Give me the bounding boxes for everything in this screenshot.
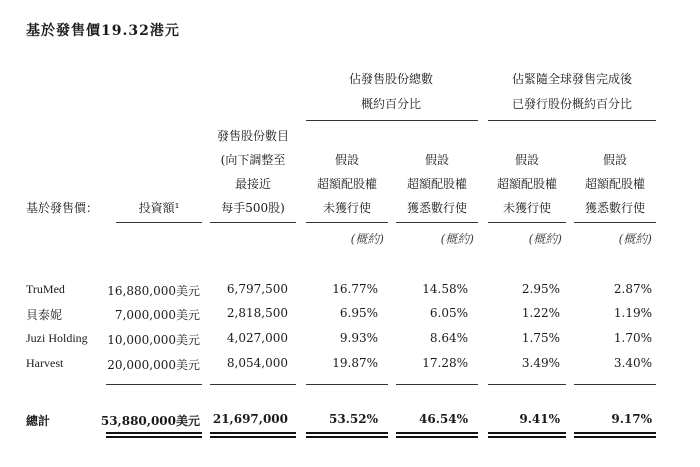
column-header-p4-line3: 獲悉數行使 <box>584 201 645 215</box>
total-row-name: 總計 <box>26 414 51 428</box>
column-header-underline <box>116 222 202 223</box>
double-underline <box>306 436 388 438</box>
column-header-underline <box>210 222 296 223</box>
group-header-issued-shares-line2: 已發行股份概約百分比 <box>511 97 632 111</box>
column-header-underline <box>488 222 566 223</box>
table-cell-p4: 1.70% <box>613 331 652 345</box>
total-rule <box>106 384 202 385</box>
table-cell-p2: 6.05% <box>429 306 468 320</box>
double-underline <box>210 432 296 434</box>
table-cell-investment: 7,000,000美元 <box>114 308 200 322</box>
total-rule <box>210 384 296 385</box>
column-header-shares-line1: 發售股份數目 <box>216 129 289 143</box>
table-row-name: Juzi Holding <box>26 331 88 345</box>
total-cell-p4: 9.17% <box>611 412 652 426</box>
approx-label: (概約) <box>440 232 474 246</box>
column-header-p2-line2: 超額配股權 <box>406 177 467 191</box>
group-header-offer-shares-line1: 佔發售股份總數 <box>348 72 433 86</box>
double-underline <box>574 432 656 434</box>
column-header-underline <box>574 222 656 223</box>
double-underline <box>574 436 656 438</box>
total-rule <box>306 384 388 385</box>
column-header-basis: 基於發售價： <box>26 201 99 215</box>
approx-label: (概約) <box>528 232 562 246</box>
total-cell-p3: 9.41% <box>519 412 560 426</box>
column-header-p4-line1: 假設 <box>602 153 627 167</box>
total-cell-shares: 21,697,000 <box>212 412 288 426</box>
column-header-p3-line2: 超額配股權 <box>496 177 557 191</box>
table-cell-p4: 1.19% <box>613 306 652 320</box>
table-cell-p1: 19.87% <box>332 356 378 370</box>
column-header-p4-line2: 超額配股權 <box>584 177 645 191</box>
column-header-shares-line3: 最接近 <box>234 177 271 191</box>
column-header-investment: 投資額¹ <box>138 201 180 215</box>
column-header-underline <box>396 222 478 223</box>
double-underline <box>488 432 566 434</box>
column-header-p3-line3: 未獲行使 <box>502 201 551 215</box>
group-header-underline <box>306 120 478 121</box>
group-header-underline <box>488 120 656 121</box>
double-underline <box>488 436 566 438</box>
table-cell-p4: 2.87% <box>613 282 652 296</box>
table-cell-shares: 8,054,000 <box>226 356 288 370</box>
table-row-name: Harvest <box>26 356 64 370</box>
double-underline <box>106 436 202 438</box>
double-underline <box>396 436 478 438</box>
total-rule <box>574 384 656 385</box>
group-header-offer-shares-line2: 概約百分比 <box>360 97 421 111</box>
table-cell-p3: 1.22% <box>521 306 560 320</box>
table-cell-p1: 16.77% <box>332 282 378 296</box>
table-cell-shares: 2,818,500 <box>226 306 288 320</box>
column-header-underline <box>306 222 388 223</box>
total-cell-p2: 46.54% <box>419 412 468 426</box>
approx-label: (概約) <box>350 232 384 246</box>
table-cell-p3: 2.95% <box>521 282 560 296</box>
table-cell-investment: 20,000,000美元 <box>107 358 200 372</box>
column-header-p1-line2: 超額配股權 <box>316 177 377 191</box>
table-cell-p4: 3.40% <box>613 356 652 370</box>
table-cell-shares: 4,027,000 <box>226 331 288 345</box>
table-cell-shares: 6,797,500 <box>226 282 288 296</box>
column-header-p3-line1: 假設 <box>514 153 539 167</box>
double-underline <box>396 432 478 434</box>
column-header-p2-line3: 獲悉數行使 <box>406 201 467 215</box>
table-cell-p1: 6.95% <box>339 306 378 320</box>
table-cell-p2: 17.28% <box>422 356 468 370</box>
table-cell-p2: 8.64% <box>429 331 468 345</box>
approx-label: (概約) <box>618 232 652 246</box>
total-rule <box>488 384 566 385</box>
column-header-p1-line1: 假設 <box>334 153 359 167</box>
page-title: 基於發售價19.32港元 <box>26 23 180 39</box>
group-header-issued-shares-line1: 佔緊隨全球發售完成後 <box>511 72 632 86</box>
table-cell-p2: 14.58% <box>422 282 468 296</box>
table-cell-p3: 3.49% <box>521 356 560 370</box>
total-cell-p1: 53.52% <box>329 412 378 426</box>
column-header-shares-line4: 每手500股) <box>221 201 285 215</box>
column-header-shares-line2: (向下調整至 <box>220 153 286 167</box>
total-cell-investment: 53,880,000美元 <box>100 414 200 428</box>
table-cell-investment: 16,880,000美元 <box>107 284 200 298</box>
double-underline <box>210 436 296 438</box>
column-header-p1-line3: 未獲行使 <box>322 201 371 215</box>
total-rule <box>396 384 478 385</box>
double-underline <box>306 432 388 434</box>
table-cell-p3: 1.75% <box>521 331 560 345</box>
double-underline <box>106 432 202 434</box>
table-cell-investment: 10,000,000美元 <box>107 333 200 347</box>
column-header-p2-line1: 假設 <box>424 153 449 167</box>
table-row-name: TruMed <box>26 282 65 296</box>
table-cell-p1: 9.93% <box>339 331 378 345</box>
table-row-name: 貝泰妮 <box>26 308 63 322</box>
